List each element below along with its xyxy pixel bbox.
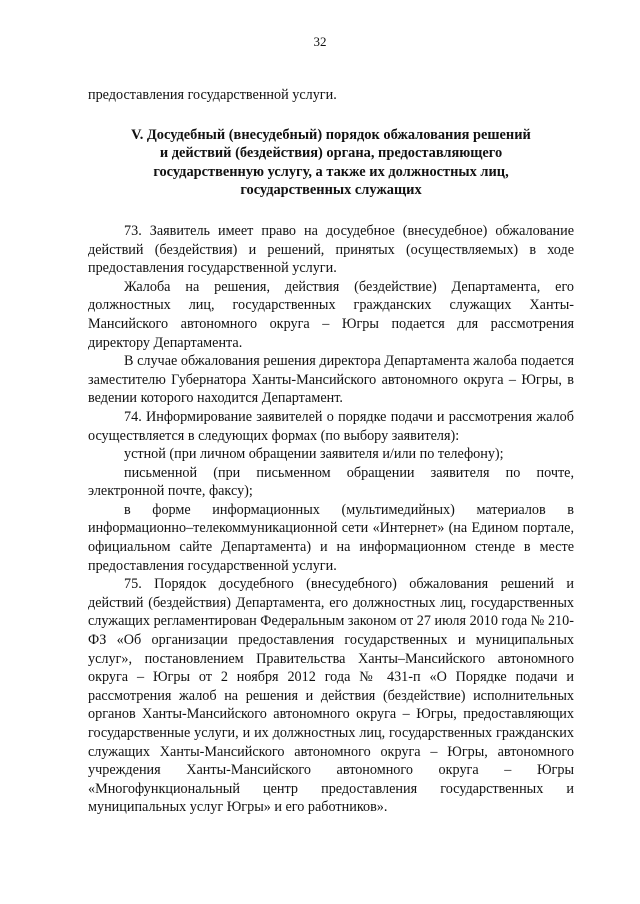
paragraph-complaint-director: В случае обжалования решения директора Департамента жалоба подается заместителю Губернатора Ханты-Мансийского автономного округа – Югры, в ведении которого находится Департамент. — [88, 353, 574, 407]
document-body — [88, 86, 574, 817]
paragraph-complaint-department: Жалоба на решения, действия (бездействие) Департамента, его должностных лиц, государственных гражданских служащих Ханты-Мансийского автономного округа – Югры подается для рассмотрения директору Департамента. — [88, 278, 574, 351]
heading-line: государственную услугу, а также их должностных лиц, — [153, 163, 509, 180]
paragraph-74: 74. Информирование заявителей о порядке подачи и рассмотрения жалоб осуществляется в следующих формах (по выбору заявителя): — [88, 408, 574, 444]
list-item-internet: в форме информационных (мультимедийных) материалов в информационно–телекоммуникационной сети «Интернет» (на Едином портале, официальном сайте Департамента) и на информационном стенде в месте предоставления государственной услуги. — [88, 501, 574, 574]
page-number: 32 — [313, 34, 327, 49]
paragraph-75: 75. Порядок досудебного (внесудебного) обжалования решений и действий (бездействия) Департамента, его должностных лиц, государственных служащих регламентирован Федеральным законом от 27 июля 2010 года № 210-ФЗ «Об организации предоставления государственных и муниципальных услуг», постановлением Правительства Ханты–Мансийского автономного округа – Югры от 2 ноября 2012 года № 431-п «О Порядке подачи и рассмотрения жалоб на решения и действия (бездействие) исполнительных органов Ханты-Мансийского автономного округа – Югры, предоставляющих государственные услуги, и их должностных лиц, государственных гражданских служащих Ханты-Мансийского автономного округа – Югры, автономного учреждения Ханты-Мансийского автономного округа – Югры «Многофункциональный центр предоставления государственных и муниципальных услуг Югры» и его работников». — [88, 576, 574, 816]
section-heading — [88, 126, 574, 200]
heading-line: V. Досудебный (внесудебный) порядок обжалования решений — [131, 126, 531, 143]
paragraph-73: 73. Заявитель имеет право на досудебное (внесудебное) обжалование действий (бездействия) и решений, принятых (осуществляемых) в ходе предоставления государственной услуги. — [88, 222, 574, 277]
list-item-written: письменной (при письменном обращении заявителя по почте, электронной почте, факсу); — [88, 464, 574, 500]
intro-line: предоставления государственной услуги. — [88, 87, 337, 103]
heading-line: и действий (бездействия) органа, предоставляющего — [159, 145, 503, 162]
heading-line: государственных служащих — [240, 182, 422, 199]
list-item-oral: устной (при личном обращении заявителя и/или по телефону); — [124, 446, 504, 463]
